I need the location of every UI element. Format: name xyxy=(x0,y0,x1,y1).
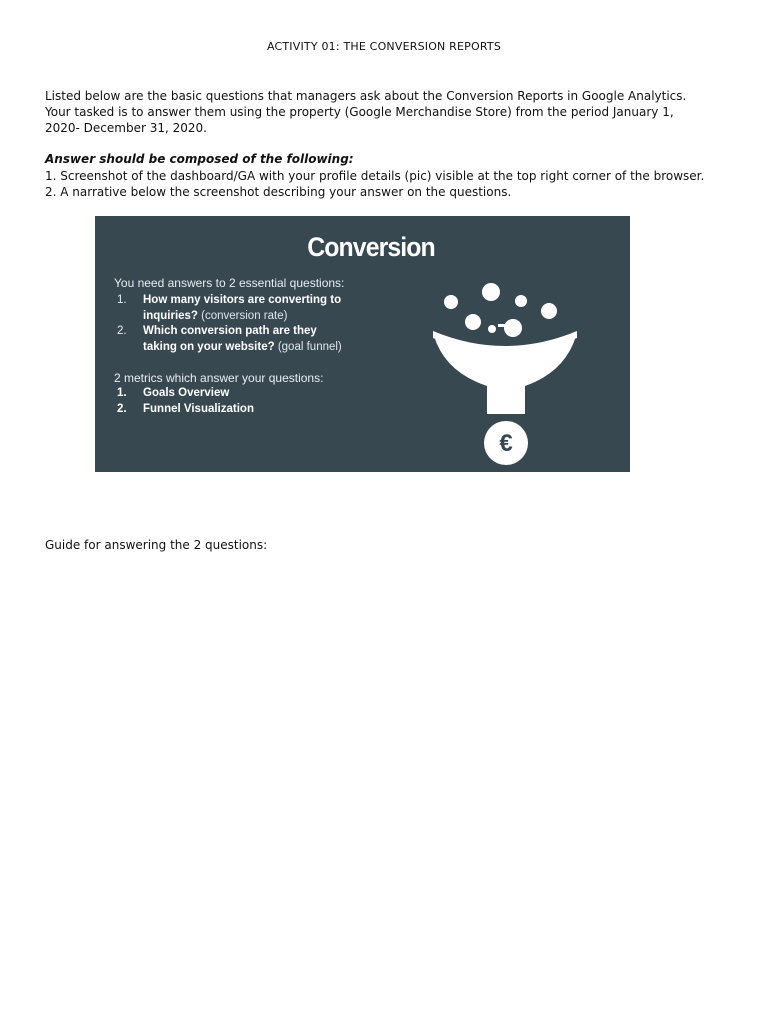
slide-question-text: inquiries? xyxy=(143,310,198,322)
slide-metric-label: Goals Overview xyxy=(143,387,230,399)
slide-question-text: Which conversion path are they xyxy=(143,325,317,337)
requirements-list xyxy=(45,168,745,200)
intro-line: Your tasked is to answer them using the property (Google Merchandise Store) from the period January 1, xyxy=(45,105,674,119)
slide-metrics-heading: 2 metrics which answer your questions: xyxy=(114,371,324,385)
slide-questions-heading: You need answers to 2 essential questions: xyxy=(114,276,345,290)
slide-question-note: (conversion rate) xyxy=(197,310,288,322)
answer-heading: Answer should be composed of the following: xyxy=(45,152,354,166)
intro-line: 2020- December 31, 2020. xyxy=(45,121,207,135)
slide-question-number: 2. xyxy=(117,325,127,337)
requirement-item: 2. A narrative below the screenshot describing your answer on the questions. xyxy=(45,185,512,199)
slide-metric-number: 1. xyxy=(117,387,127,399)
slide-question-text: How many visitors are converting to xyxy=(143,294,342,306)
slide-question-number: 1. xyxy=(117,294,127,306)
slide-title: Conversion xyxy=(307,232,435,262)
funnel-icon xyxy=(425,276,585,466)
slide-metric-label: Funnel Visualization xyxy=(143,403,254,415)
intro-line: Listed below are the basic questions that managers ask about the Conversion Reports in Google Analytics. xyxy=(45,89,687,103)
slide-metric-number: 2. xyxy=(117,403,127,415)
slide-question-text: taking on your website? xyxy=(143,341,275,353)
conversion-slide-image xyxy=(95,216,630,472)
euro-symbol: € xyxy=(499,430,513,457)
intro-paragraph xyxy=(45,88,735,136)
guide-heading: Guide for answering the 2 questions: xyxy=(45,538,268,552)
page-title: ACTIVITY 01: THE CONVERSION REPORTS xyxy=(266,40,502,53)
requirement-item: 1. Screenshot of the dashboard/GA with your profile details (pic) visible at the top right corner of the browser. xyxy=(45,169,705,183)
slide-question-note: (goal funnel) xyxy=(274,341,342,353)
